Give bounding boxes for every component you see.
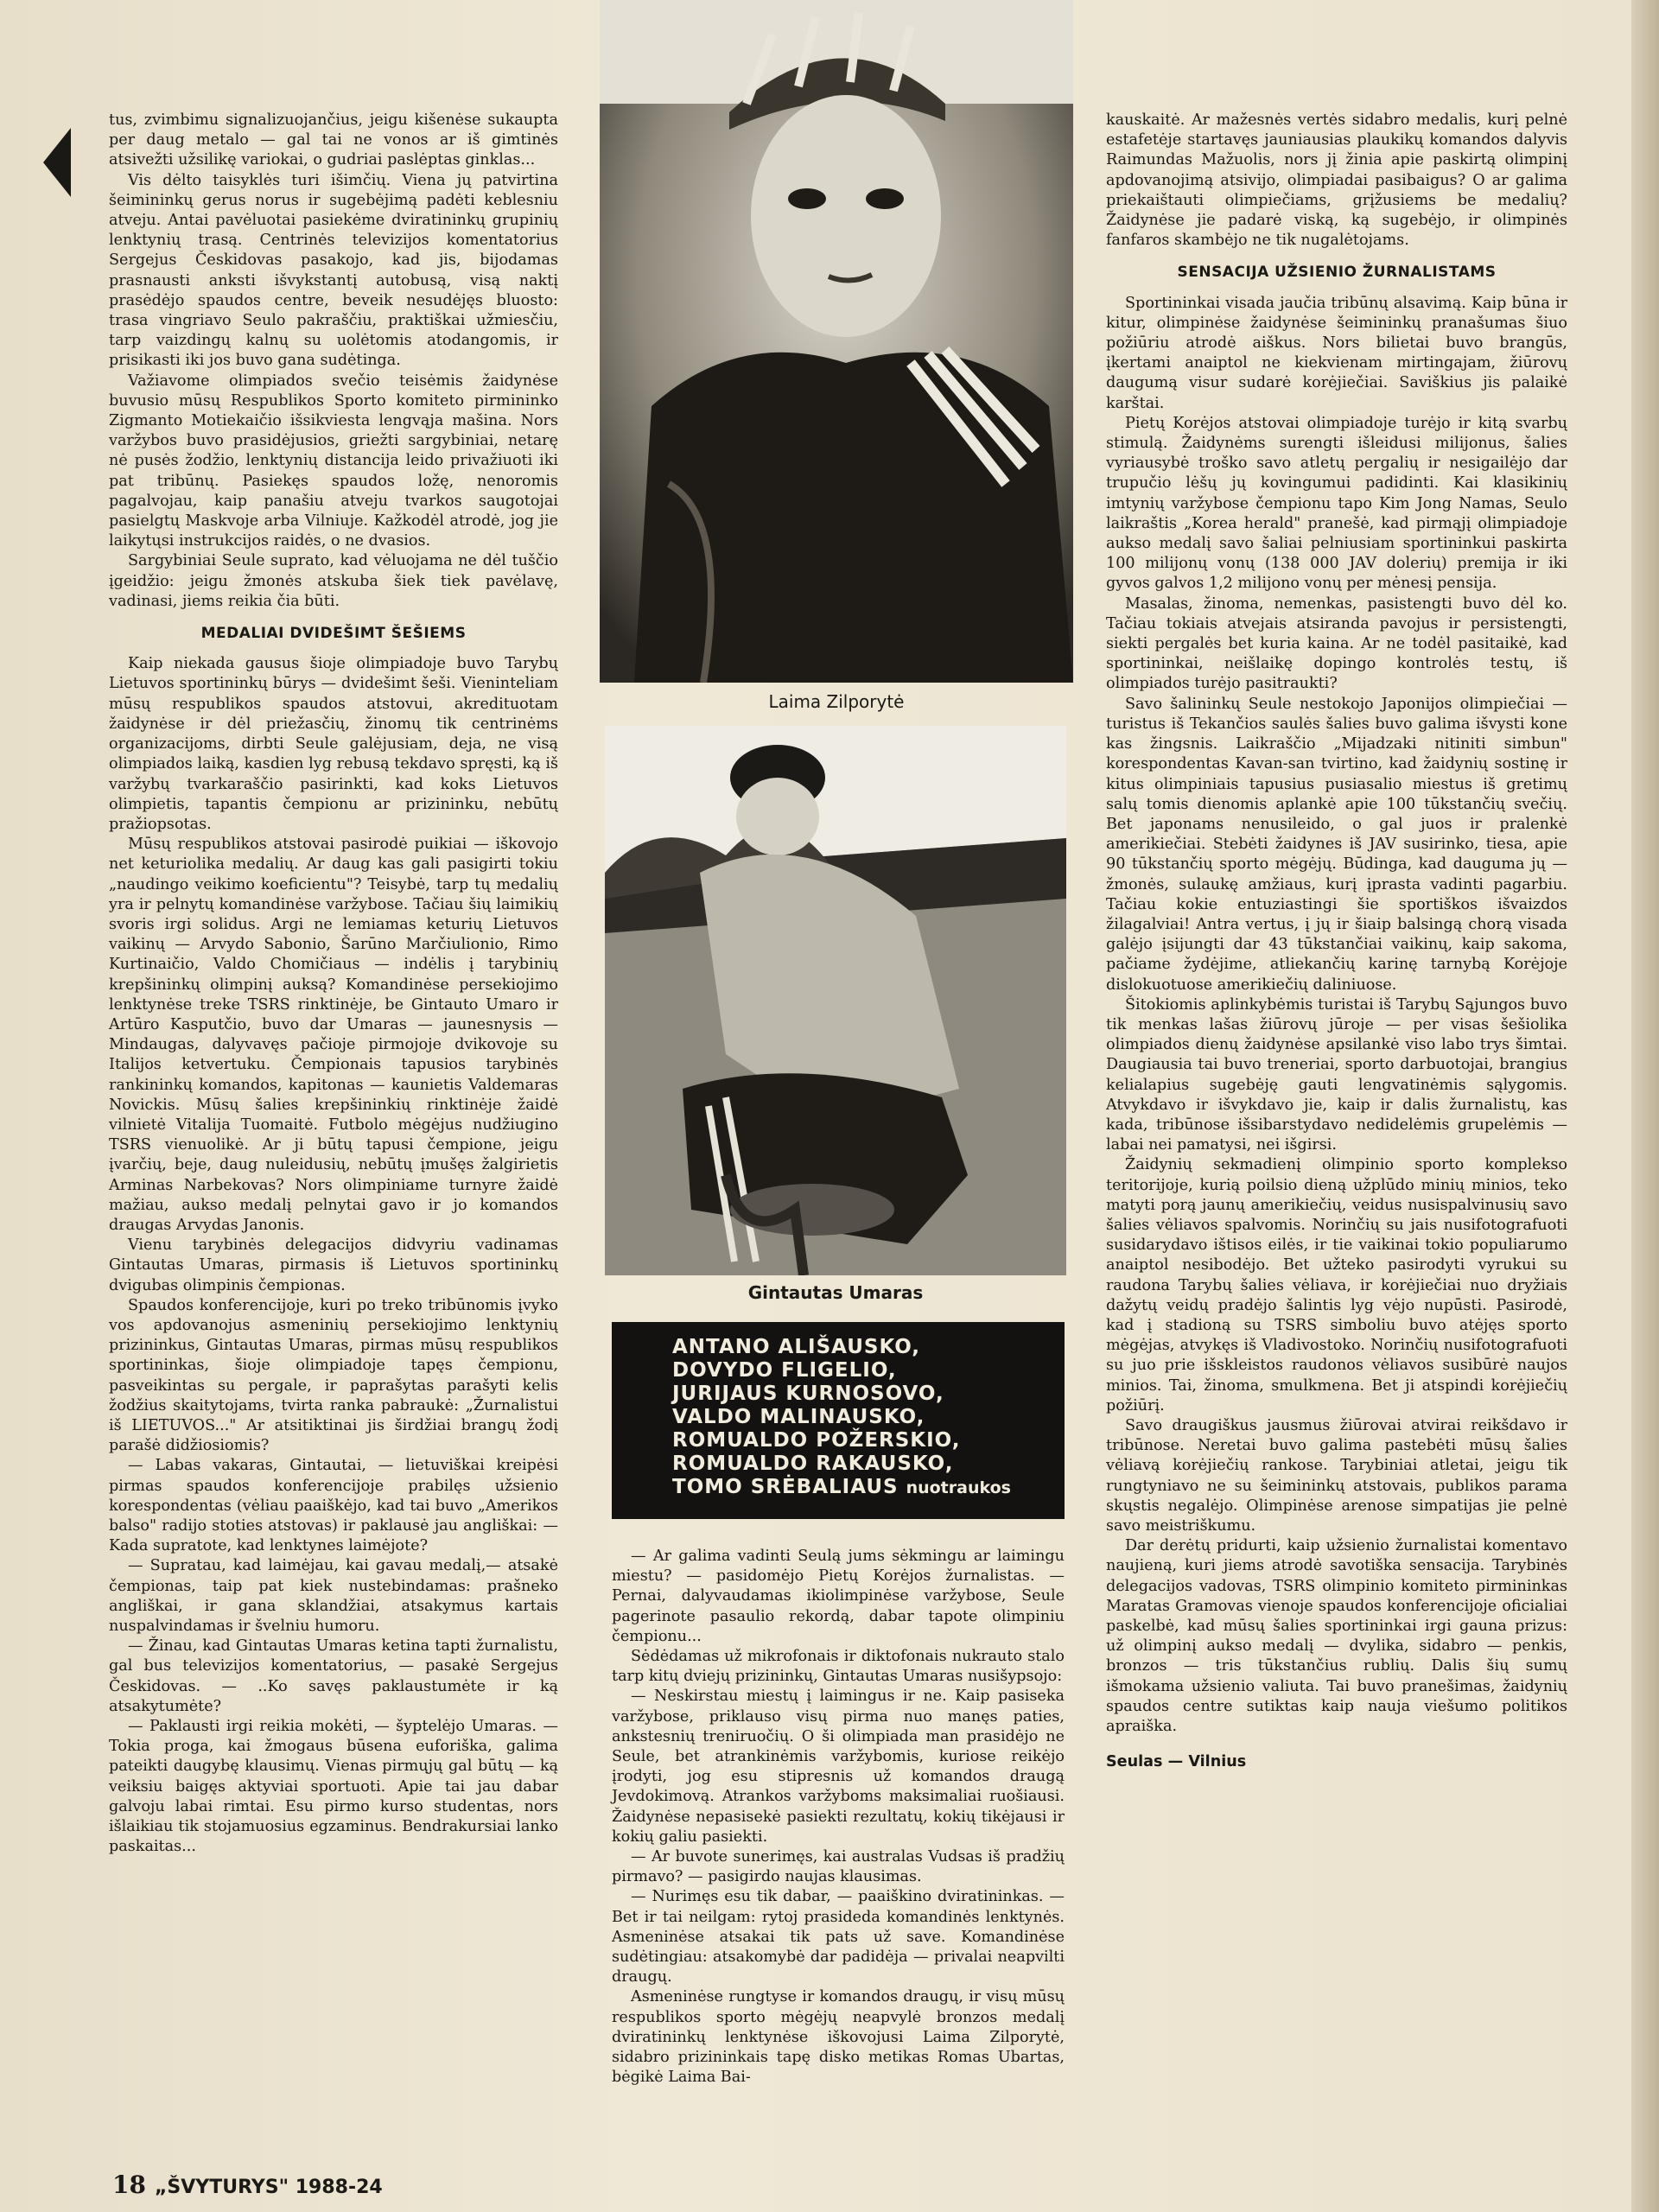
paragraph: Žaidynių sekmadienį olimpinio sporto komplekso teritorijoje, kurią poilsio dieną užplūdo minių minios, teko matyti porą jaunų amerikiečių, veidus nusispalvinusių savo šalies vėliavos spalvomis. Norinčių su jais nusifotografuoti susidarydavo ištisos eilės, ir tie vaikinai tokio populiarumo anaiptol nesibodėjo. Bet užteko pasirodyti vyrukui su raudona Tarybų šalies vėliava, ir korėjiečiai nuo dryžiais dažytų veidų pradėjo šalintis lyg vėjo nupūsti. Pasirodė, kad į stadioną su TSRS simboliu buvo atėjęs sporto mėgėjas, atvykęs iš Vladivostoko. Norinčių nusifotografuoti su juo prie išskleistos raudonos vėliavos susibūrė naujos minios. Tai, žinoma, smulkmena. Bet ji atspindi korėjiečių požiūrį. — [1106, 1156, 1567, 1414]
paragraph: Kaip niekada gausus šioje olimpiadoje buvo Tarybų Lietuvos sportininkų būrys — dvidešimt šeši. Vieninteliam mūsų respublikos spaudos atstovui, akredituotam žaidynėse ir dėl priežasčių, žinomų tik centrinėms organizacijoms, dirbti Seule galėjusiam, deja, ne visą olimpiados laiką, kasdien lyg rebusą tekdavo spręsti, ką iš varžybų tvarkaraščio pasirinkti, kad koks Lietuvos olimpietis, tapantis čempionu ar prizininku, nebūtų pražiopsotas. — [109, 655, 558, 833]
paragraph: — Ar galima vadinti Seulą jums sėkmingu ar laimingu miestu? — pasidomėjo Pietų Korėjos žurnalistas. — Pernai, dalyvaudamas ikiolimpinėse varžybose, Seule pagerinote pasaulio rekordą, dabar tapote olimpiniu čempionu... — [612, 1548, 1065, 1645]
article-column-right — [1106, 111, 1567, 1772]
paragraph: Savo draugiškus jausmus žiūrovai atvirai reikšdavo ir tribūnose. Neretai buvo galima pastebėti mūsų šalies vėliavą korėjiečių rankose. Tarybiniai atletai, jeigu tik rungtyniavo ne su šeimininkų atstovais, publikos parama skųstis negalėjo. Olimpinėse arenose simpatijas jie pelnė savo meistriškumu. — [1106, 1417, 1567, 1535]
paragraph: Sėdėdamas už mikrofonais ir diktofonais nukrauto stalo tarp kitų dviejų prizininkų, Gintautas Umaras nusišypsojo: — [612, 1648, 1065, 1686]
credit-name: TOMO SRĖBALIAUS — [672, 1476, 899, 1498]
paragraph: Asmeninėse rungtyse ir komandos draugų, ir visų mūsų respublikos sporto mėgėjų neapvylė bronzos medalį dviratininkų lenktynėse iškovojusi Laima Zilporytė, sidabro prizininkais tapę disko metikas Romas Ubartas, bėgikė Laima Bai- — [612, 1988, 1065, 2087]
paragraph: Masalas, žinoma, nemenkas, pasistengti buvo dėl ko. Tačiau tokiais atvejais atsiranda pavojus ir persistengti, siekti pergalės bet kuria kaina. Ar ne todėl pasitaikė, kad sportininkai, neišlaikę dopingo kontrolės testų, iš olimpiados turėjo pasitraukti? — [1106, 594, 1567, 693]
paragraph: Mūsų respublikos atstovai pasirodė puikiai — iškovojo net keturiolika medalių. Ar daug kas gali pasigirti tokiu „naudingo veikimo koeficientu"? Teisybė, tarp tų medalių yra ir pelnytų komandinėse varžybose. Tačiau šių laimikių svoris irgi solidus. Argi ne lemiamas keturių Lietuvos vaikinų — Arvydo Sabonio, Šarūno Marčiulionio, Rimo Kurtinaičio, Valdo Chomičiaus — indėlis į tarybinių krepšininkų olimpinį auksą? Komandinėse persekiojimo lenktynėse treke TSRS rinktinėje, be Gintauto Umaro ir Artūro Kasputčio, buvo dar Umaras — jaunesnysis — Mindaugas, dalyvavęs pačioje pirmojoje dvikovoje su Italijos ketvertuku. Čempionais tapusios tarybinės rankininkų komandos, kapitonas — kaunietis Valdemaras Novickis. Mūsų šalies krepšininkių rinktinėje žaidė vilnietė Vitalija Tuomaitė. Futbolo mėgėjus nudžiugino TSRS vienuolikė. Ar ji būtų tapusi čempione, jeigu įvarčių, beje, daug nuleidusių, nebūtų įmušęs žalgirietis Arminas Narbekovas? Nors olimpiniame turnyre žaidė mažiau, aukso medalį pelnytai gavo ir jo komandos draugas Arvydas Janonis. — [109, 836, 558, 1234]
article-signoff: Seulas — Vilnius — [1106, 1753, 1247, 1771]
paragraph: — Nurimęs esu tik dabar, — paaiškino dviratininkas. — Bet ir tai neilgam: rytoj prasideda komandinės lenktynės. Asmeninėse atsakai tik pats už save. Komandinėse sudėtingiau: atsakomybė dar padidėja — privalai neapvilti draugų. — [612, 1888, 1065, 1986]
paragraph: Pietų Korėjos atstovai olimpiadoje turėjo ir kitą svarbų stimulą. Žaidynėms surengti išleidusi milijonus, šalies vyriausybė troško savo atletų pergalių ir nesigailėjo dar trupučio lėšų jų kovingumui padidinti. Kai klasikinių imtynių varžybose čempionu tapo Kim Jong Namas, Seulo laikraštis „Korea herald" pranešė, kad pirmąjį olimpiadoje aukso medalį savo šaliai pelniusiam sportininkui paskirta 100 milijonų vonų (138 000 JAV dolerių) premija ir iki gyvos galvos 1,2 milijono vonų per mėnesį pensija. — [1106, 414, 1567, 593]
page-edge — [1631, 0, 1659, 2212]
continuation-arrow-icon — [43, 128, 71, 197]
paragraph: Sargybiniai Seule suprato, kad vėluojama ne dėl tuščio įgeidžio: jeigu žmonės atskuba šiek tiek pavėlavę, vadinasi, jiems reikia čia būti. — [109, 552, 558, 610]
paragraph: kauskaitė. Ar mažesnės vertės sidabro medalis, kurį pelnė estafetėje startavęs jauniausias plaukikų komandos dalyvis Raimundas Mažuolis, nors jį žinia apie paskirtą olimpinį apdovanojimą atsivijo, olimpiadai pasibaigus? O ar galima priekaištauti olimpiečiams, grįžusiems be medalių? Žaidynėse jie padarė viską, ką sugebėjo, ir olimpinės fanfaros skambėjo ne tik nugalėtojams. — [1106, 111, 1567, 250]
credit-line: VALDO MALINAUSKO, — [672, 1406, 925, 1428]
credit-line: ROMUALDO POŽERSKIO, — [672, 1429, 961, 1452]
paragraph: Spaudos konferencijoje, kuri po treko tribūnomis įvyko vos apdovanojus asmeninių persekiojimo lenktynių prizininkus, Gintautas Umaras, pirmas mūsų respublikos sportininkas, šioje olimpiadoje tapęs čempionu, pasveikintas su pergale, ir paprašytas parašyti kelis žodžius skaitytojams, tvirta ranka pabraukė: „Žurnalistui iš LIETUVOS..." Ar atsitiktinai jis širdžiai brangų žodį parašė didžiosiomis? — [109, 1296, 558, 1455]
paragraph: — Paklausti irgi reikia mokėti, — šyptelėjo Umaras. — Tokia proga, kai žmogaus būsena euforiška, galima pateikti daugybę klausimų. Vienas pirmųjų gal būtų — ką veiksiu baigęs aktyviai sportuoti. Apie tai jau dabar galvoju labai rimtai. Esu pirmo kurso studentas, nors išlaikiau tik stojamuosius egzaminus. Bendrakursiai lanko paskaitas... — [109, 1718, 558, 1856]
paragraph: tus, zvimbimu signalizuojančius, jeigu kišenėse sukaupta per daug metalo — gal tai ne vonos ar iš gimtinės atsivežti užsilikę variokai, o gudriai paslėptas ginklas... — [109, 111, 558, 169]
credit-suffix: nuotraukos — [906, 1478, 1011, 1497]
paragraph: — Žinau, kad Gintautas Umaras ketina tapti žurnalistu, gal bus televizijos komentatorius, — pasakė Sergejus Českidovas. — ..Ko savęs paklaustumėte ir ką atsakytumėte? — [109, 1637, 558, 1715]
paragraph: Dar derėtų pridurti, kaip užsienio žurnalistai komentavo naujieną, kuri jiems atrodė savotiška sensacija. Tarybinės delegacijos vadovas, TSRS olimpinio komiteto pirmininkas Maratas Gramovas vienoje spaudos konferencijoje oficialiai paskelbė, kad mūsų šalies sportininkai irgi gauna prizus: už olimpinį aukso medalį — dvylika, sidabro — penkis, bronzos — tris tūkstančius rublių. Dalis šių sumų išmokama užsienio valiuta. Tai buvo pranešimas, žaidynių spaudos centre sutiktas kaip nauja viešumo politikos apraiška. — [1106, 1537, 1567, 1736]
photo-laima-zilporyte — [600, 0, 1073, 683]
credit-line: ROMUALDO RAKAUSKO, — [672, 1452, 954, 1475]
photo-credits-box — [612, 1322, 1065, 1519]
section-heading: MEDALIAI DVIDEŠIMT ŠEŠIEMS — [200, 625, 467, 643]
credit-line: ANTANO ALIŠAUSKO, — [672, 1336, 921, 1358]
credit-line — [672, 1476, 1051, 1500]
paragraph: — Ar buvote sunerimęs, kai australas Vudsas iš pradžių pirmavo? — pasigirdo naujas klausimas. — [612, 1848, 1065, 1886]
page-number: 18 — [112, 2171, 146, 2199]
credit-line: DOVYDO FLIGELIO, — [672, 1359, 897, 1382]
paragraph: Savo šalininkų Seule nestokojo Japonijos olimpiečiai — turistus iš Tekančios saulės šalies buvo galima išvysti kone kas žingsnis. Laikraščio „Mijadzaki nitiniti simbun" korespondentas Kavan-san tvirtino, kad žaidynių sostinę ir kitus olimpiniais tapusius pusiasalio miestus iš gretimų salų tomis dienomis aplankė apie 100 tūkstančių svečių. Bet japonams nenusileido, o gal juos ir pralenkė amerikiečiai. Stebėti žaidynes iš JAV susirinko, tiesa, apie 90 tūkstančių sporto mėgėjų. Būdinga, kad dauguma jų — žmonės, sulaukę amžiaus, kurį įprasta vadinti pagarbiu. Tačiau kokie entuziastingi šie sportiškos išvaizdos žilagalviai! Antra vertus, į jų ir šiaip balsingą chorą visada galėjo įsijungti dar 43 tūkstančiai vaikinų, kaip sakoma, pačiame žydėjime, atliekančių karinę tarnybą Korėjoje dislokuotuose amerikiečių daliniuose. — [1106, 695, 1567, 994]
photo-gintautas-umaras — [605, 726, 1066, 1275]
photo-caption: Laima Zilporytė — [768, 691, 905, 712]
paragraph: — Labas vakaras, Gintautai, — lietuviškai kreipėsi pirmas spaudos konferencijoje prabilęs užsienio korespondentas (vėliau paaiškėjo, kad tai buvo „Amerikos balso" radijo stoties atstovas) ir paklausė jau angliškai: — Kada supratote, kad lenktynes laimėjote? — [109, 1457, 558, 1555]
page-footer — [112, 2171, 383, 2199]
paragraph: — Neskirstau miestų į laimingus ir ne. Kaip pasiseka varžybose, priklauso visų pirma nuo manęs paties, ankstesnių treniruočių. O ši olimpiada man prasidėjo ne Seule, bet atrankinėmis varžybomis, kuriose reikėjo įrodyti, jog esu stipresnis už komandos draugą Jevdokimovą. Atrankos varžyboms maksimaliai ruošiausi. Žaidynėse nepasisekė pasiekti rezultatų, kokių tikėjausi ir kokių galiu pasiekti. — [612, 1688, 1065, 1846]
paragraph: Vienu tarybinės delegacijos didvyriu vadinamas Gintautas Umaras, pirmasis iš Lietuvos sportininkų dvigubas olimpinis čempionas. — [109, 1236, 558, 1294]
credit-line: JURIJAUS KURNOSOVO, — [672, 1382, 944, 1405]
paragraph: Vis dėlto taisyklės turi išimčių. Viena jų patvirtina šeimininkų gerus norus ir sugebėjimą padėti keblesniu atveju. Antai pavėluotai pasiekėme dviratininkų grupinių lenktynių trasą. Centrinės televizijos komentatorius Sergejus Českidovas pasakojo, kad jis, bijodamas prasnausti anksti išvykstantį autobusą, visą naktį prasėdėjo spaudos centre, beveik nesudėjęs bluosto: trasa vingriavo Seulo pakraščiu, praktiškai užmiesčiu, tarp vaizdingų kalnų su uolėtomis atodangomis, ir prisikasti iki jos buvo gana sudėtinga. — [109, 171, 558, 370]
paragraph: Sportininkai visada jaučia tribūnų alsavimą. Kaip būna ir kitur, olimpinėse žaidynėse šeimininkų pranašumas šiuo požiūriu atrodė aiškus. Nors bilietai buvo brangūs, įkertami anaiptol ne kiekvienam mirtingajam, žiūrovų daugumą visur sudarė korėjiečiai. Saviškius jis palaikė karštai. — [1106, 294, 1567, 412]
paragraph: Važiavome olimpiados svečio teisėmis žaidynėse buvusio mūsų Respublikos Sporto komiteto pirmininko Zigmanto Motiekaičio išsikviesta lengvąja mašina. Nors varžybos buvo prasidėjusios, griežti sargybiniai, netarę nė pusės žodžio, lenktynių distancija leido privažiuoti iki pat tribūnų. Pasiekęs spaudos ložę, nenoromis pagalvojau, kaip panašiu atveju tvarkos saugotojai pasielgtų Maskvoje arba Vilniuje. Kažkodėl atrodė, jog jie laikytųsi instrukcijos raidės, o ne dvasios. — [109, 372, 558, 550]
article-column-middle — [612, 1547, 1065, 2088]
paragraph: — Supratau, kad laimėjau, kai gavau medalį,— atsakė čempionas, taip pat kiek nustebindamas: prašneko angliškai, ir gana sklandžiai, atsakymus kartais nuspalvindamas ir švelniu humoru. — [109, 1557, 558, 1636]
article-column-left — [109, 111, 558, 1857]
paragraph: Šitokiomis aplinkybėmis turistai iš Tarybų Sąjungos buvo tik menkas lašas žiūrovų jūroje — per visas šešiolika olimpiados dienų žaidynėse apsilankė viso labo trys šimtai. Daugiausia tai buvo treneriai, sporto darbuotojai, brangius kelialapius sugebėję gauti lengvatinėmis sąlygomis. Atvykdavo ir išvykdavo jie, kaip ir dalis žurnalistų, kas kada, tribūnose išsibarstydavo nedidelėmis grupelėmis — labai nei pamatysi, nei išgirsi. — [1106, 995, 1567, 1154]
photo-caption: Gintautas Umaras — [747, 1282, 924, 1303]
magazine-issue: „ŠVYTURYS" 1988-24 — [154, 2177, 383, 2198]
section-heading: SENSACIJA UŽSIENIO ŽURNALISTAMS — [1177, 264, 1497, 282]
